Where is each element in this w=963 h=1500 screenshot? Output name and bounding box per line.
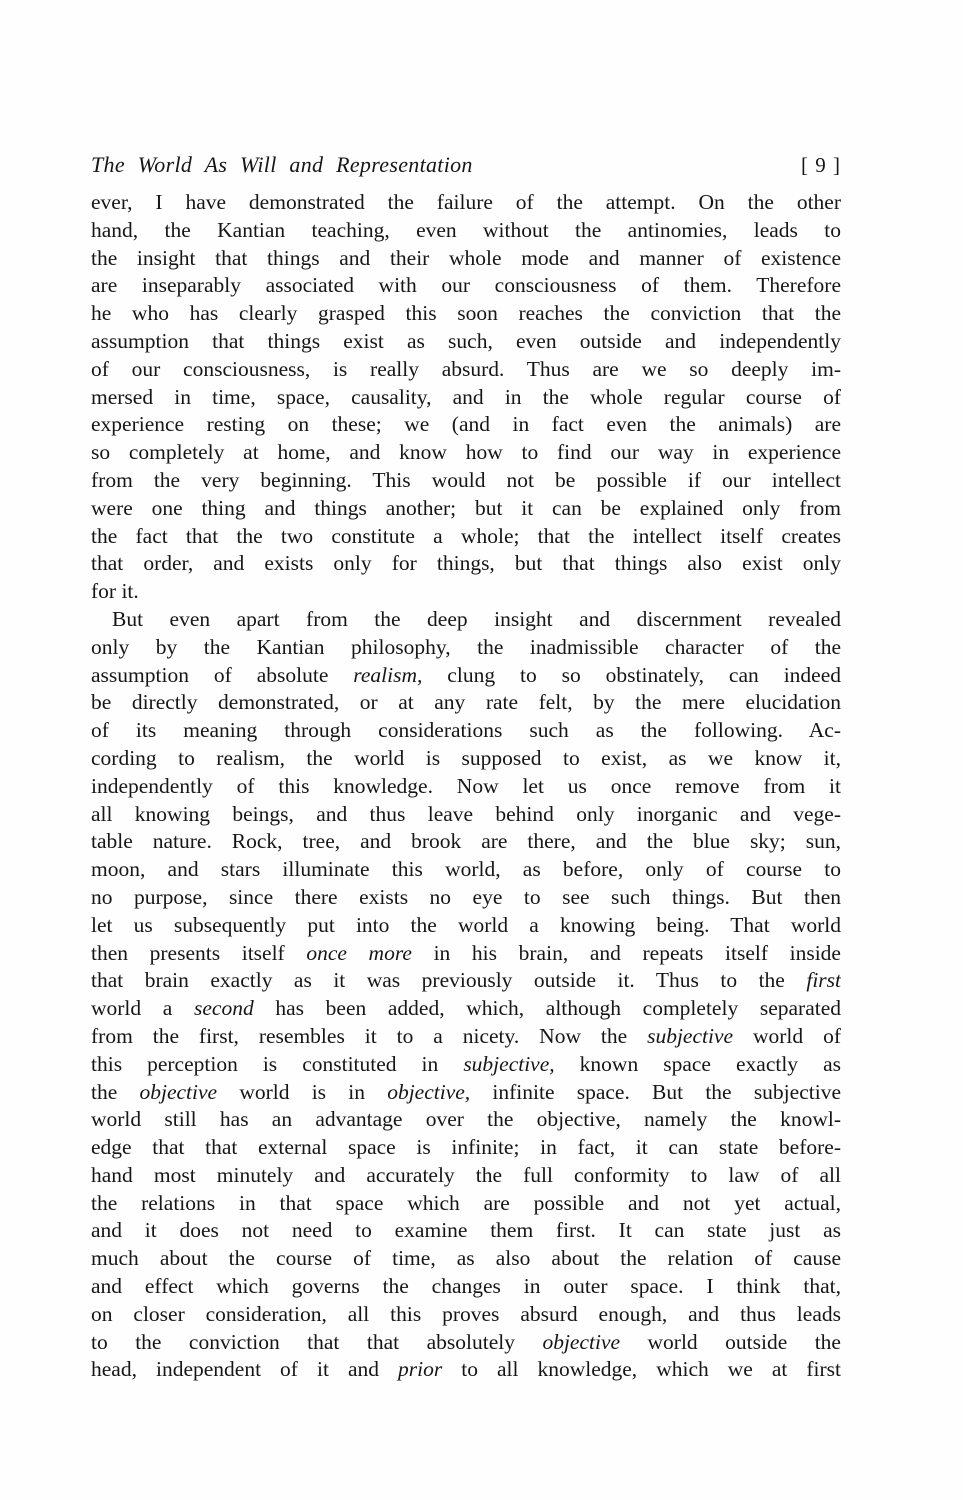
italic-text-segment: second bbox=[194, 996, 254, 1021]
text-line bbox=[91, 217, 841, 245]
text-line bbox=[91, 578, 841, 606]
text-line bbox=[91, 995, 841, 1023]
text-line bbox=[91, 1329, 841, 1357]
text-segment: world outside the bbox=[620, 1329, 841, 1354]
text-segment: so completely at home, and know how to find our way in experience bbox=[91, 440, 841, 465]
text-segment: world a bbox=[91, 996, 194, 1021]
italic-text-segment: objective, bbox=[387, 1079, 471, 1104]
text-line bbox=[91, 717, 841, 745]
text-line bbox=[91, 1301, 841, 1329]
text-line bbox=[91, 1051, 841, 1079]
text-line bbox=[91, 967, 841, 995]
text-segment: from the very beginning. This would not be possible if our intellect bbox=[91, 467, 841, 492]
text-segment: all knowing beings, and thus leave behind only inorganic and vege- bbox=[91, 801, 841, 826]
text-line bbox=[91, 495, 841, 523]
text-segment: world is in bbox=[217, 1079, 388, 1104]
text-line bbox=[91, 467, 841, 495]
text-line bbox=[91, 1162, 841, 1190]
text-segment: edge that that external space is infinite; in fact, it can state before- bbox=[91, 1135, 841, 1160]
book-title: The World As Will and Representation bbox=[91, 152, 473, 177]
text-line bbox=[91, 523, 841, 551]
text-segment: much about the course of time, as also about the relation of cause bbox=[91, 1246, 841, 1271]
italic-text-segment: first bbox=[806, 968, 841, 993]
text-segment: hand, the Kantian teaching, even without the antinomies, leads to bbox=[91, 217, 841, 242]
text-line bbox=[91, 1273, 841, 1301]
text-segment: be directly demonstrated, or at any rate felt, by the mere elucidation bbox=[91, 690, 841, 715]
text-segment: world of bbox=[733, 1023, 841, 1048]
text-segment: the insight that things and their whole mode and manner of existence bbox=[91, 245, 841, 270]
italic-text-segment: objective bbox=[139, 1079, 218, 1104]
text-segment: But even apart from the deep insight and discernment revealed bbox=[112, 606, 841, 631]
text-line bbox=[91, 828, 841, 856]
text-segment: from the first, resembles it to a nicety. Now the bbox=[91, 1023, 648, 1048]
italic-text-segment: once more bbox=[306, 940, 412, 965]
text-segment: of our consciousness, is really absurd. Thus are we so deeply im- bbox=[91, 356, 841, 381]
text-line bbox=[91, 356, 841, 384]
text-segment: table nature. Rock, tree, and brook are there, and the blue sky; sun, bbox=[91, 829, 841, 854]
text-line bbox=[91, 1079, 841, 1107]
text-line bbox=[91, 328, 841, 356]
text-segment: hand most minutely and accurately the full conformity to law of all bbox=[91, 1162, 841, 1187]
text-segment: world still has an advantage over the objective, namely the knowl- bbox=[91, 1107, 841, 1132]
text-line bbox=[91, 1217, 841, 1245]
text-segment: this perception is constituted in bbox=[91, 1051, 464, 1076]
text-segment: head, independent of it and bbox=[91, 1357, 398, 1382]
text-line bbox=[91, 1245, 841, 1273]
text-segment: only by the Kantian philosophy, the inadmissible character of the bbox=[91, 634, 841, 659]
text-line bbox=[91, 745, 841, 773]
italic-text-segment: subjective, bbox=[463, 1051, 555, 1076]
text-line bbox=[91, 1106, 841, 1134]
text-line bbox=[91, 940, 841, 968]
text-line bbox=[91, 1134, 841, 1162]
text-segment: the bbox=[91, 1079, 140, 1104]
text-segment: assumption that things exist as such, even outside and independently bbox=[91, 328, 841, 353]
text-line bbox=[91, 773, 841, 801]
text-segment: moon, and stars illuminate this world, as before, only of course to bbox=[91, 857, 841, 882]
text-segment: then presents itself bbox=[91, 940, 307, 965]
text-segment: mersed in time, space, causality, and in the whole regular course of bbox=[91, 384, 841, 409]
text-line bbox=[91, 245, 841, 273]
paragraph bbox=[91, 189, 841, 606]
text-segment: the fact that the two constitute a whole; that the intellect itself creates bbox=[91, 523, 841, 548]
text-line bbox=[91, 1356, 841, 1384]
text-segment: independently of this knowledge. Now let us once remove from it bbox=[91, 773, 841, 798]
text-line bbox=[91, 411, 841, 439]
text-line bbox=[91, 801, 841, 829]
text-segment: let us subsequently put into the world a knowing being. That world bbox=[91, 912, 841, 937]
page-body bbox=[91, 189, 841, 1384]
text-line bbox=[91, 384, 841, 412]
text-line bbox=[91, 300, 841, 328]
running-header bbox=[91, 152, 841, 178]
text-segment: of its meaning through considerations such as the following. Ac- bbox=[91, 718, 841, 743]
text-segment: that order, and exists only for things, but that things also exist only bbox=[91, 551, 841, 576]
text-segment: that brain exactly as it was previously outside it. Thus to the bbox=[91, 968, 807, 993]
italic-text-segment: subjective bbox=[647, 1023, 734, 1048]
text-segment: infinite space. But the subjective bbox=[470, 1079, 841, 1104]
italic-text-segment: prior bbox=[398, 1357, 443, 1382]
text-line bbox=[91, 662, 841, 690]
text-segment: he who has clearly grasped this soon reaches the conviction that the bbox=[91, 301, 841, 326]
text-segment: known space exactly as bbox=[554, 1051, 841, 1076]
text-line bbox=[91, 550, 841, 578]
page-number: [ 9 ] bbox=[801, 153, 841, 177]
text-line bbox=[91, 1023, 841, 1051]
text-line bbox=[91, 634, 841, 662]
text-line bbox=[91, 912, 841, 940]
text-segment: are inseparably associated with our consciousness of them. Therefore bbox=[91, 273, 841, 298]
text-segment: ever, I have demonstrated the failure of the attempt. On the other bbox=[91, 190, 841, 214]
text-line bbox=[91, 856, 841, 884]
text-segment: and it does not need to examine them first. It can state just as bbox=[91, 1218, 841, 1243]
text-segment: assumption of absolute bbox=[91, 662, 354, 687]
text-segment: clung to so obstinately, can indeed bbox=[422, 662, 841, 687]
paragraph bbox=[91, 606, 841, 1384]
text-segment: experience resting on these; we (and in fact even the animals) are bbox=[91, 412, 841, 437]
text-segment: on closer consideration, all this proves absurd enough, and thus leads bbox=[91, 1301, 841, 1326]
text-segment: no purpose, since there exists no eye to see such things. But then bbox=[91, 884, 841, 909]
text-segment: to all knowledge, which we at first bbox=[442, 1357, 841, 1382]
text-line bbox=[91, 439, 841, 467]
text-line bbox=[91, 689, 841, 717]
text-segment: in his brain, and repeats itself inside bbox=[411, 940, 841, 965]
text-line bbox=[91, 189, 841, 217]
text-segment: and effect which governs the changes in outer space. I think that, bbox=[91, 1274, 841, 1299]
italic-text-segment: objective bbox=[542, 1329, 621, 1354]
text-line bbox=[91, 1190, 841, 1218]
text-segment: has been added, which, although completely separated bbox=[253, 996, 841, 1021]
text-line bbox=[91, 606, 841, 634]
text-segment: cording to realism, the world is supposed to exist, as we know it, bbox=[91, 745, 841, 770]
text-segment: to the conviction that that absolutely bbox=[91, 1329, 543, 1354]
text-segment: were one thing and things another; but it can be explained only from bbox=[91, 495, 841, 520]
text-segment: the relations in that space which are possible and not yet actual, bbox=[91, 1190, 841, 1215]
text-line bbox=[91, 884, 841, 912]
italic-text-segment: realism, bbox=[353, 662, 423, 687]
text-segment: for it. bbox=[91, 579, 139, 604]
text-line bbox=[91, 272, 841, 300]
